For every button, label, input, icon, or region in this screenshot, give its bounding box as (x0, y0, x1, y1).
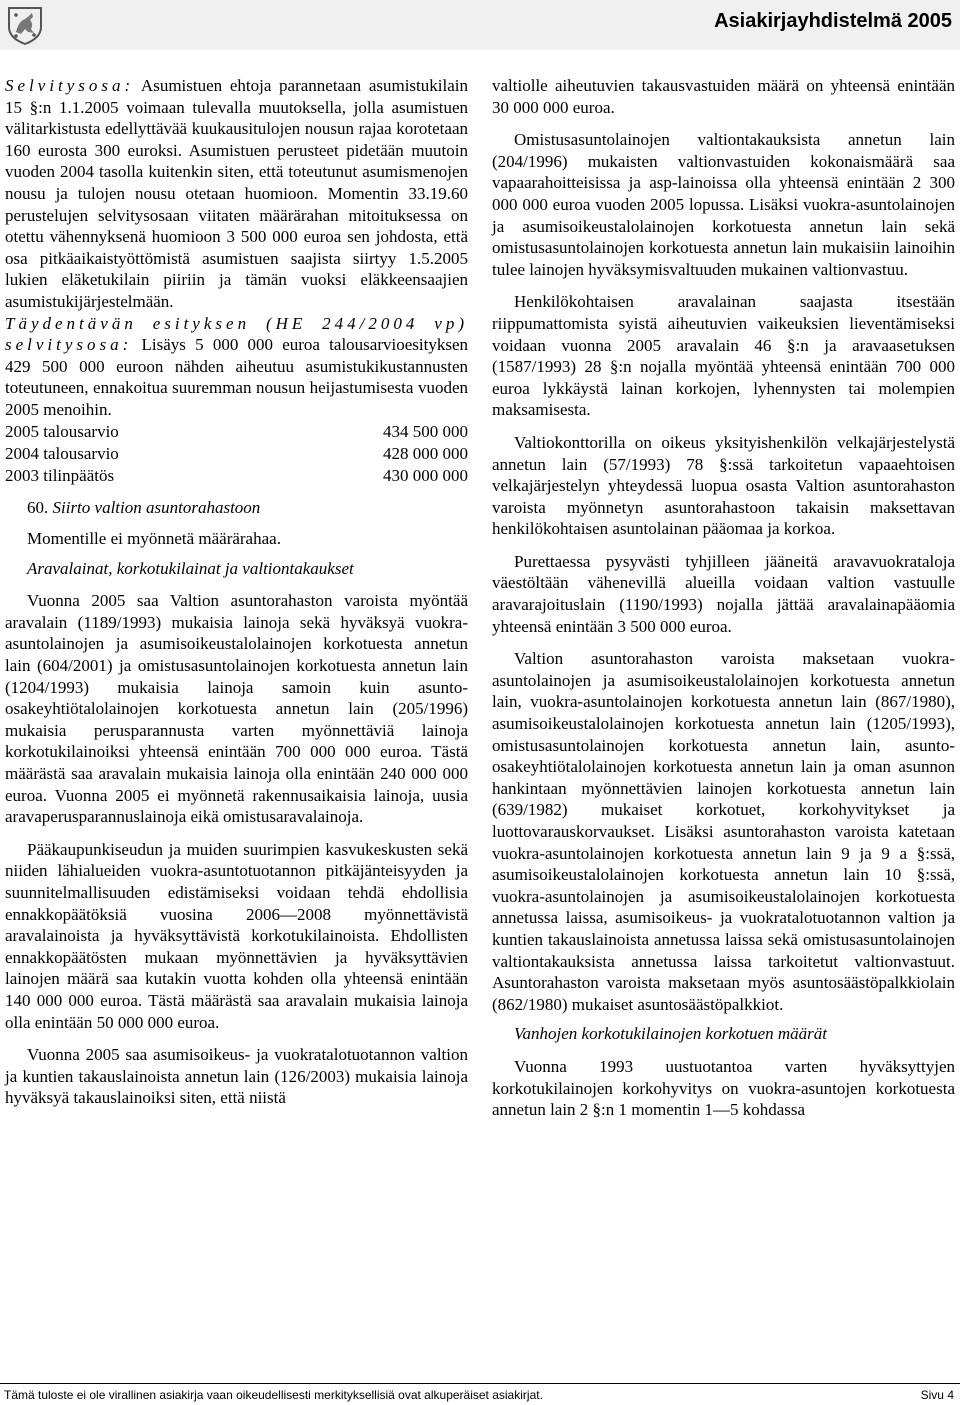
finnish-lion-crest-icon (6, 5, 44, 45)
page-number: Sivu 4 (920, 1388, 954, 1402)
footer-divider (0, 1383, 960, 1384)
paragraph: valtiolle aiheutuvien takausvastuiden määrä on yhteensä enintään 30 000 000 euroa. (492, 76, 955, 117)
moment-heading: 60. Siirto valtion asuntorahastoon (27, 497, 261, 517)
header-bar (0, 0, 960, 50)
paragraph: Henkilökohtaisen aravalainan saajasta itsestään riippumattomista syistä aiheutuvien vaikeuksien lieventämiseksi voidaan vuonna 2005 aravalain 46 §:n ja aravaasetuksen (1587/1993) 28 §:n nojalla myöntää yhteensä enintään 700 000 euroa lykkäystä lainan korkojen, lyhennysten tai molempien maksamisesta. (492, 292, 955, 420)
paragraph: Omistusasuntolainojen valtiontakauksista annetun lain (204/1996) mukaisten valtionvastuiden kokonaismäärä saa vapaarahoitteisissa ja asp-lainoissa olla yhteensä enintään 2 300 000 000 euroa vuoden 2005 lopussa. Lisäksi vuokra-asuntolainojen ja asumisoikeustalolainojen korkotuesta annetun lain sekä omistusasuntolainojen korkotuesta annetun lain mukaisiin lainoihin tulee lainojen hyväksymisvaltuuden mukainen valtionvastuu. (492, 130, 955, 279)
paragraph: Valtiokonttorilla on oikeus yksityishenkilön velkajärjestelystä annetun lain (57/1993) 78 §:ssä tarkoitetun vapaaehtoisen velkajärjestelyn yhteydessä luopua osasta Valtion asuntorahaston varoista myönnetyn asuntorahastoon takaisin maksettavan henkilökohtaisen asuntolainan pääomaa ja korkoa. (492, 432, 955, 539)
left-column (5, 75, 468, 1109)
section-subheading: Aravalainat, korkotukilainat ja valtiontakaukset (27, 558, 354, 578)
taydentava-label: Täydentävän esityksen (HE 244/2004 vp) selvitysosa: (5, 313, 468, 355)
paragraph: Vuonna 2005 saa asumisoikeus- ja vuokratalotuotannon valtion ja kuntien takauslainoista annetun lain (126/2003) mukaisia lainoja hyväksyä takauslainoiksi siten, että niistä (5, 1045, 468, 1108)
document-title: Asiakirjayhdistelmä 2005 (714, 10, 952, 32)
table-row: 2005 talousarvio 434 500 000 (5, 421, 468, 441)
paragraph: Valtion asuntorahaston varoista maksetaan vuokra-asuntolainojen ja asumisoikeustalolainojen korkotuesta annetun lain, vuokra-asuntolainojen korkotuesta annetun lain (867/1980), asumisoikeustalolainojen korkotuesta annetun lain (1205/1993), omistusasuntolainojen korkotuesta annetun lain, asunto-osakeyhtiötalolainojen korkotuesta annetun lain ja oman asunnon hankintaan myönnettävien lainojen korkotuesta annetun lain (639/1982) mukaiset korkotuet, korkohyvitykset ja luottovarauskorvaukset. Lisäksi asuntorahaston varoista katetaan vuokra-asuntolainojen korkotuesta annetun lain 9 ja 9 a §:ssä, asumisoikeustalolainojen korkotuesta annetun lain 10 §:ssä, vuokra-asuntolainojen ja asumisoikeustalolainojen korkotuesta annetussa laissa, asumisoikeus- ja vuokratalotuotannon valtion ja kuntien takauslainoista annetussa laissa sekä omistusasuntolainojen valtiontakauksista annetussa laissa tarkoitetut valtionvastuut. Asuntorahaston varoista maksetaan myös asuntosäästöpalkkiolain (862/1980) mukaiset asuntosäästöpalkkiot. (492, 649, 955, 1014)
footer-notice: Tämä tuloste ei ole virallinen asiakirja vaan oikeudellisesti merkityksellisiä ovat alkuperäiset asiakirjat. (4, 1388, 543, 1402)
moment-text: Momentille ei myönnetä määrärahaa. (27, 529, 281, 549)
paragraph-taydentava: Täydentävän esityksen (HE 244/2004 vp) selvitysosa: Lisäys 5 000 000 euroa talousarvioesityksen 429 500 000 euroon nähden aiheutuu asumistukikustannusten toteutuneen, ennakoitua suuremman nousun heijastumisesta vuoden 2005 menoihin. (5, 313, 468, 419)
paragraph: Vuonna 2005 saa Valtion asuntorahaston varoista myöntää aravalain (1189/1993) mukaisia lainoja sekä hyväksyä vuokra-asuntolainojen ja asumisoikeustalolainojen korkotuesta annetun lain (604/2001) ja omistusasuntolainojen korkotuesta annetun lain (1204/1993) mukaisia lainoja samoin kuin asunto-osakeyhtiötalolainojen korkotuesta annetun lain (205/1996) mukaisia perusparannusta varten myönnettäviä lainoja korkotukilainoiksi yhteensä enintään 700 000 000 euroa. Tästä määrästä saa aravalain mukaisia lainoja olla enintään 240 000 000 euroa. Vuonna 2005 ei myönnetä rakennusaikaisia lainoja, uusia aravaperusparannuslainoja eikä omistusaravalainoja. (5, 591, 468, 827)
paragraph: Vuonna 1993 uustuotantoa varten hyväksyttyjen korkotukilainojen korkohyvitys on vuokra-asuntojen korkotuesta annetun lain 2 §:n 1 momentin 1—5 kohdassa (492, 1056, 955, 1120)
table-row: 2003 tilinpäätös 430 000 000 (5, 465, 468, 485)
selvitysosa-label: Selvitysosa: (5, 76, 135, 95)
paragraph: Purettaessa pysyvästi tyhjilleen jääneitä aravavuokrataloja väestöltään vähenevillä alueilla voidaan valtion vastuulle aravarajoituslain (1190/1993) nojalla jättää aravalainapääomia yhteensä enintään 3 500 000 euroa. (492, 551, 955, 636)
paragraph: Pääkaupunkiseudun ja muiden suurimpien kasvukeskusten sekä niiden lähialueiden vuokra-asuntotuotannon pitkäjänteisyyden ja suunnitelmallisuuden edistämiseksi voidaan tehdä ehdollisia ennakkopäätöksiä vuosina 2006—2008 myönnettävistä aravalainoista ja hyväksyttävistä korkotukilainoista. Ehdollisten ennakkopäätösten mukaan myönnettävien ja hyväksyttävien lainojen määrä saa kutakin vuotta kohden olla yhteensä enintään 140 000 000 euroa. Tästä määrästä saa aravalain mukaisia lainoja olla enintään 50 000 000 euroa. (5, 839, 468, 1032)
budget-table (5, 421, 468, 487)
section-subheading: Vanhojen korkotukilainojen korkotuen määrät (514, 1024, 828, 1044)
right-column (492, 75, 955, 1121)
table-row: 2004 talousarvio 428 000 000 (5, 443, 468, 463)
paragraph-selvitysosa: Selvitysosa: Asumistuen ehtoja parannetaan asumistukilain 15 §:n 1.1.2005 voimaan tulevalla muutoksella, jolla asumistuen välitarkistusta edellyttävää kuukausitulojen nousun rajaa korotetaan 160 eurosta 300 euroksi. Asumistuen perusteet pidetään muutoin vuoden 2004 tasolla kuitenkin siten, että toteutunut asumismenojen nousu ja tulojen nousu otetaan huomioon. Momentin 33.19.60 perustelujen selvitysosaan viitaten määrärahan mitoituksessa on otettu vähennyksenä huomioon 3 500 000 euroa sen johdosta, että osa pitkäaikaistyöttömistä asumistuen saajista siirtyy 1.5.2005 lukien eläketukilain piiriin ja tämän vuoksi eläkkeensaajien asumistukijärjestelmään. (5, 76, 468, 311)
